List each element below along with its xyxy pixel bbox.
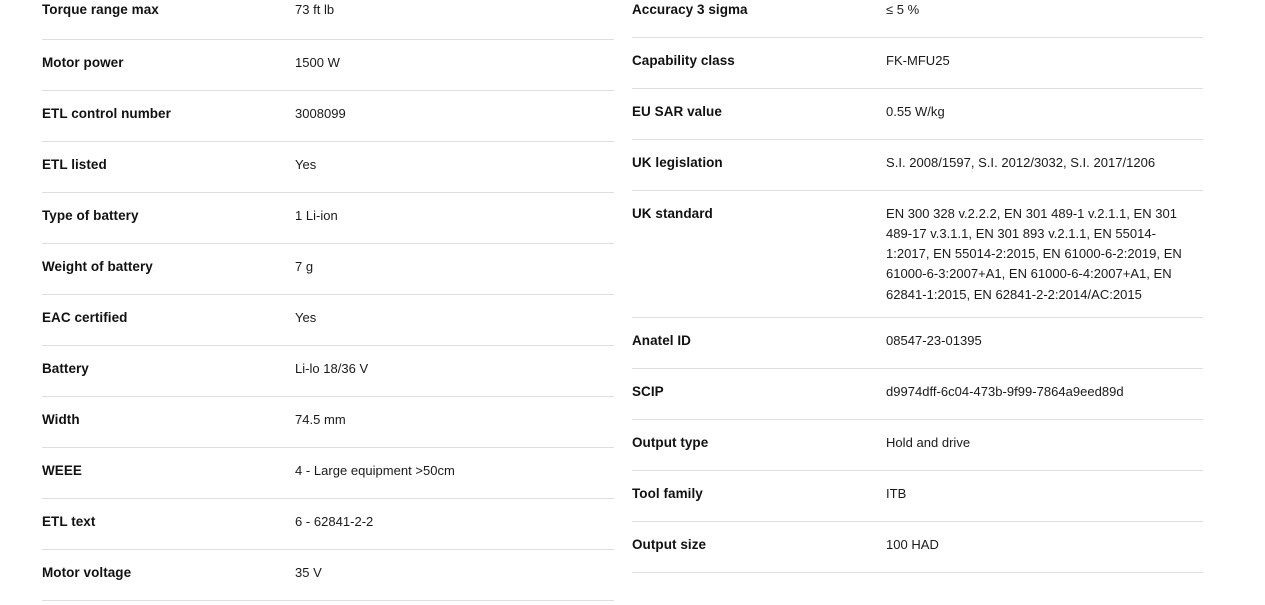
spec-label: ETL control number bbox=[42, 106, 171, 121]
spec-label: Battery bbox=[42, 361, 89, 376]
spec-value: S.I. 2008/1597, S.I. 2012/3032, S.I. 2017/1206 bbox=[886, 155, 1156, 170]
spec-label: UK legislation bbox=[632, 155, 723, 170]
table-row bbox=[42, 244, 614, 295]
spec-label: Accuracy 3 sigma bbox=[632, 2, 748, 17]
spec-label: UK standard bbox=[632, 206, 713, 221]
table-row bbox=[632, 471, 1203, 522]
table-row bbox=[42, 550, 614, 601]
table-row bbox=[632, 420, 1203, 471]
spec-value: Li-lo 18/36 V bbox=[295, 361, 369, 376]
spec-value: 100 HAD bbox=[886, 536, 939, 552]
table-row bbox=[42, 295, 614, 346]
spec-label: Output size bbox=[632, 536, 707, 552]
spec-value: 1500 W bbox=[295, 55, 340, 70]
spec-label: ETL text bbox=[42, 514, 96, 529]
spec-value: Yes bbox=[295, 157, 317, 172]
table-row bbox=[632, 89, 1203, 140]
table-row bbox=[42, 448, 614, 499]
spec-label: Tool family bbox=[632, 485, 703, 501]
table-row bbox=[632, 191, 1203, 318]
spec-value: 74.5 mm bbox=[295, 412, 346, 427]
table-row bbox=[632, 369, 1203, 420]
spec-value: Hold and drive bbox=[886, 434, 971, 450]
spec-label: ETL listed bbox=[42, 157, 107, 172]
table-row bbox=[42, 193, 614, 244]
spec-value: 0.55 W/kg bbox=[886, 104, 945, 119]
spec-value: 73 ft lb bbox=[295, 2, 335, 17]
spec-value: ITB bbox=[886, 485, 907, 501]
table-row bbox=[42, 0, 614, 40]
table-row bbox=[42, 40, 614, 91]
table-row bbox=[42, 397, 614, 448]
spec-value: d9974dff-6c04-473b-9f99-7864a9eed89d bbox=[886, 383, 1124, 399]
table-row bbox=[632, 38, 1203, 89]
spec-value: Yes bbox=[295, 310, 317, 325]
spec-label: WEEE bbox=[42, 463, 82, 478]
spec-label: Output type bbox=[632, 434, 709, 450]
spec-label: SCIP bbox=[632, 383, 664, 399]
spec-label: Anatel ID bbox=[632, 332, 691, 348]
spec-label: Torque range max bbox=[42, 2, 159, 17]
table-row bbox=[632, 140, 1203, 191]
table-row bbox=[42, 142, 614, 193]
table-row bbox=[632, 0, 1203, 38]
table-row bbox=[42, 346, 614, 397]
spec-value: FK-MFU25 bbox=[886, 53, 950, 68]
spec-value: EN 300 328 v.2.2.2, EN 301 489-1 v.2.1.1, EN 301 489-17 v.3.1.1, EN 301 893 v.2.1.1, EN 55014-1:2017, EN 55014-2:2015, EN 61000-6-2:2019, EN 61000-6-3:2007+A1, EN 61000-6-4:2007+A1, EN 62841-1:2015, EN 62841-2-2:2014/AC:2015 bbox=[886, 206, 1182, 302]
table-row bbox=[632, 522, 1203, 573]
table-row bbox=[42, 499, 614, 550]
spec-label: EU SAR value bbox=[632, 104, 722, 119]
spec-label: Motor power bbox=[42, 55, 124, 70]
spec-value: 35 V bbox=[295, 565, 322, 580]
spec-value: 7 g bbox=[295, 259, 314, 274]
spec-value: 1 Li-ion bbox=[295, 208, 338, 223]
spec-label: Motor voltage bbox=[42, 565, 132, 580]
spec-value: ≤ 5 % bbox=[886, 2, 920, 17]
spec-label: Type of battery bbox=[42, 208, 139, 223]
spec-value: 08547-23-01395 bbox=[886, 332, 982, 348]
spec-value: 6 - 62841-2-2 bbox=[295, 514, 374, 529]
spec-column-right bbox=[632, 0, 1265, 605]
spec-value: 4 - Large equipment >50cm bbox=[295, 463, 455, 478]
spec-label: Weight of battery bbox=[42, 259, 153, 274]
spec-value: 3008099 bbox=[295, 106, 346, 121]
spec-label: Capability class bbox=[632, 53, 735, 68]
spec-column-left bbox=[0, 0, 632, 605]
spec-label: EAC certified bbox=[42, 310, 128, 325]
table-row bbox=[632, 318, 1203, 369]
table-row bbox=[42, 91, 614, 142]
spec-label: Width bbox=[42, 412, 80, 427]
